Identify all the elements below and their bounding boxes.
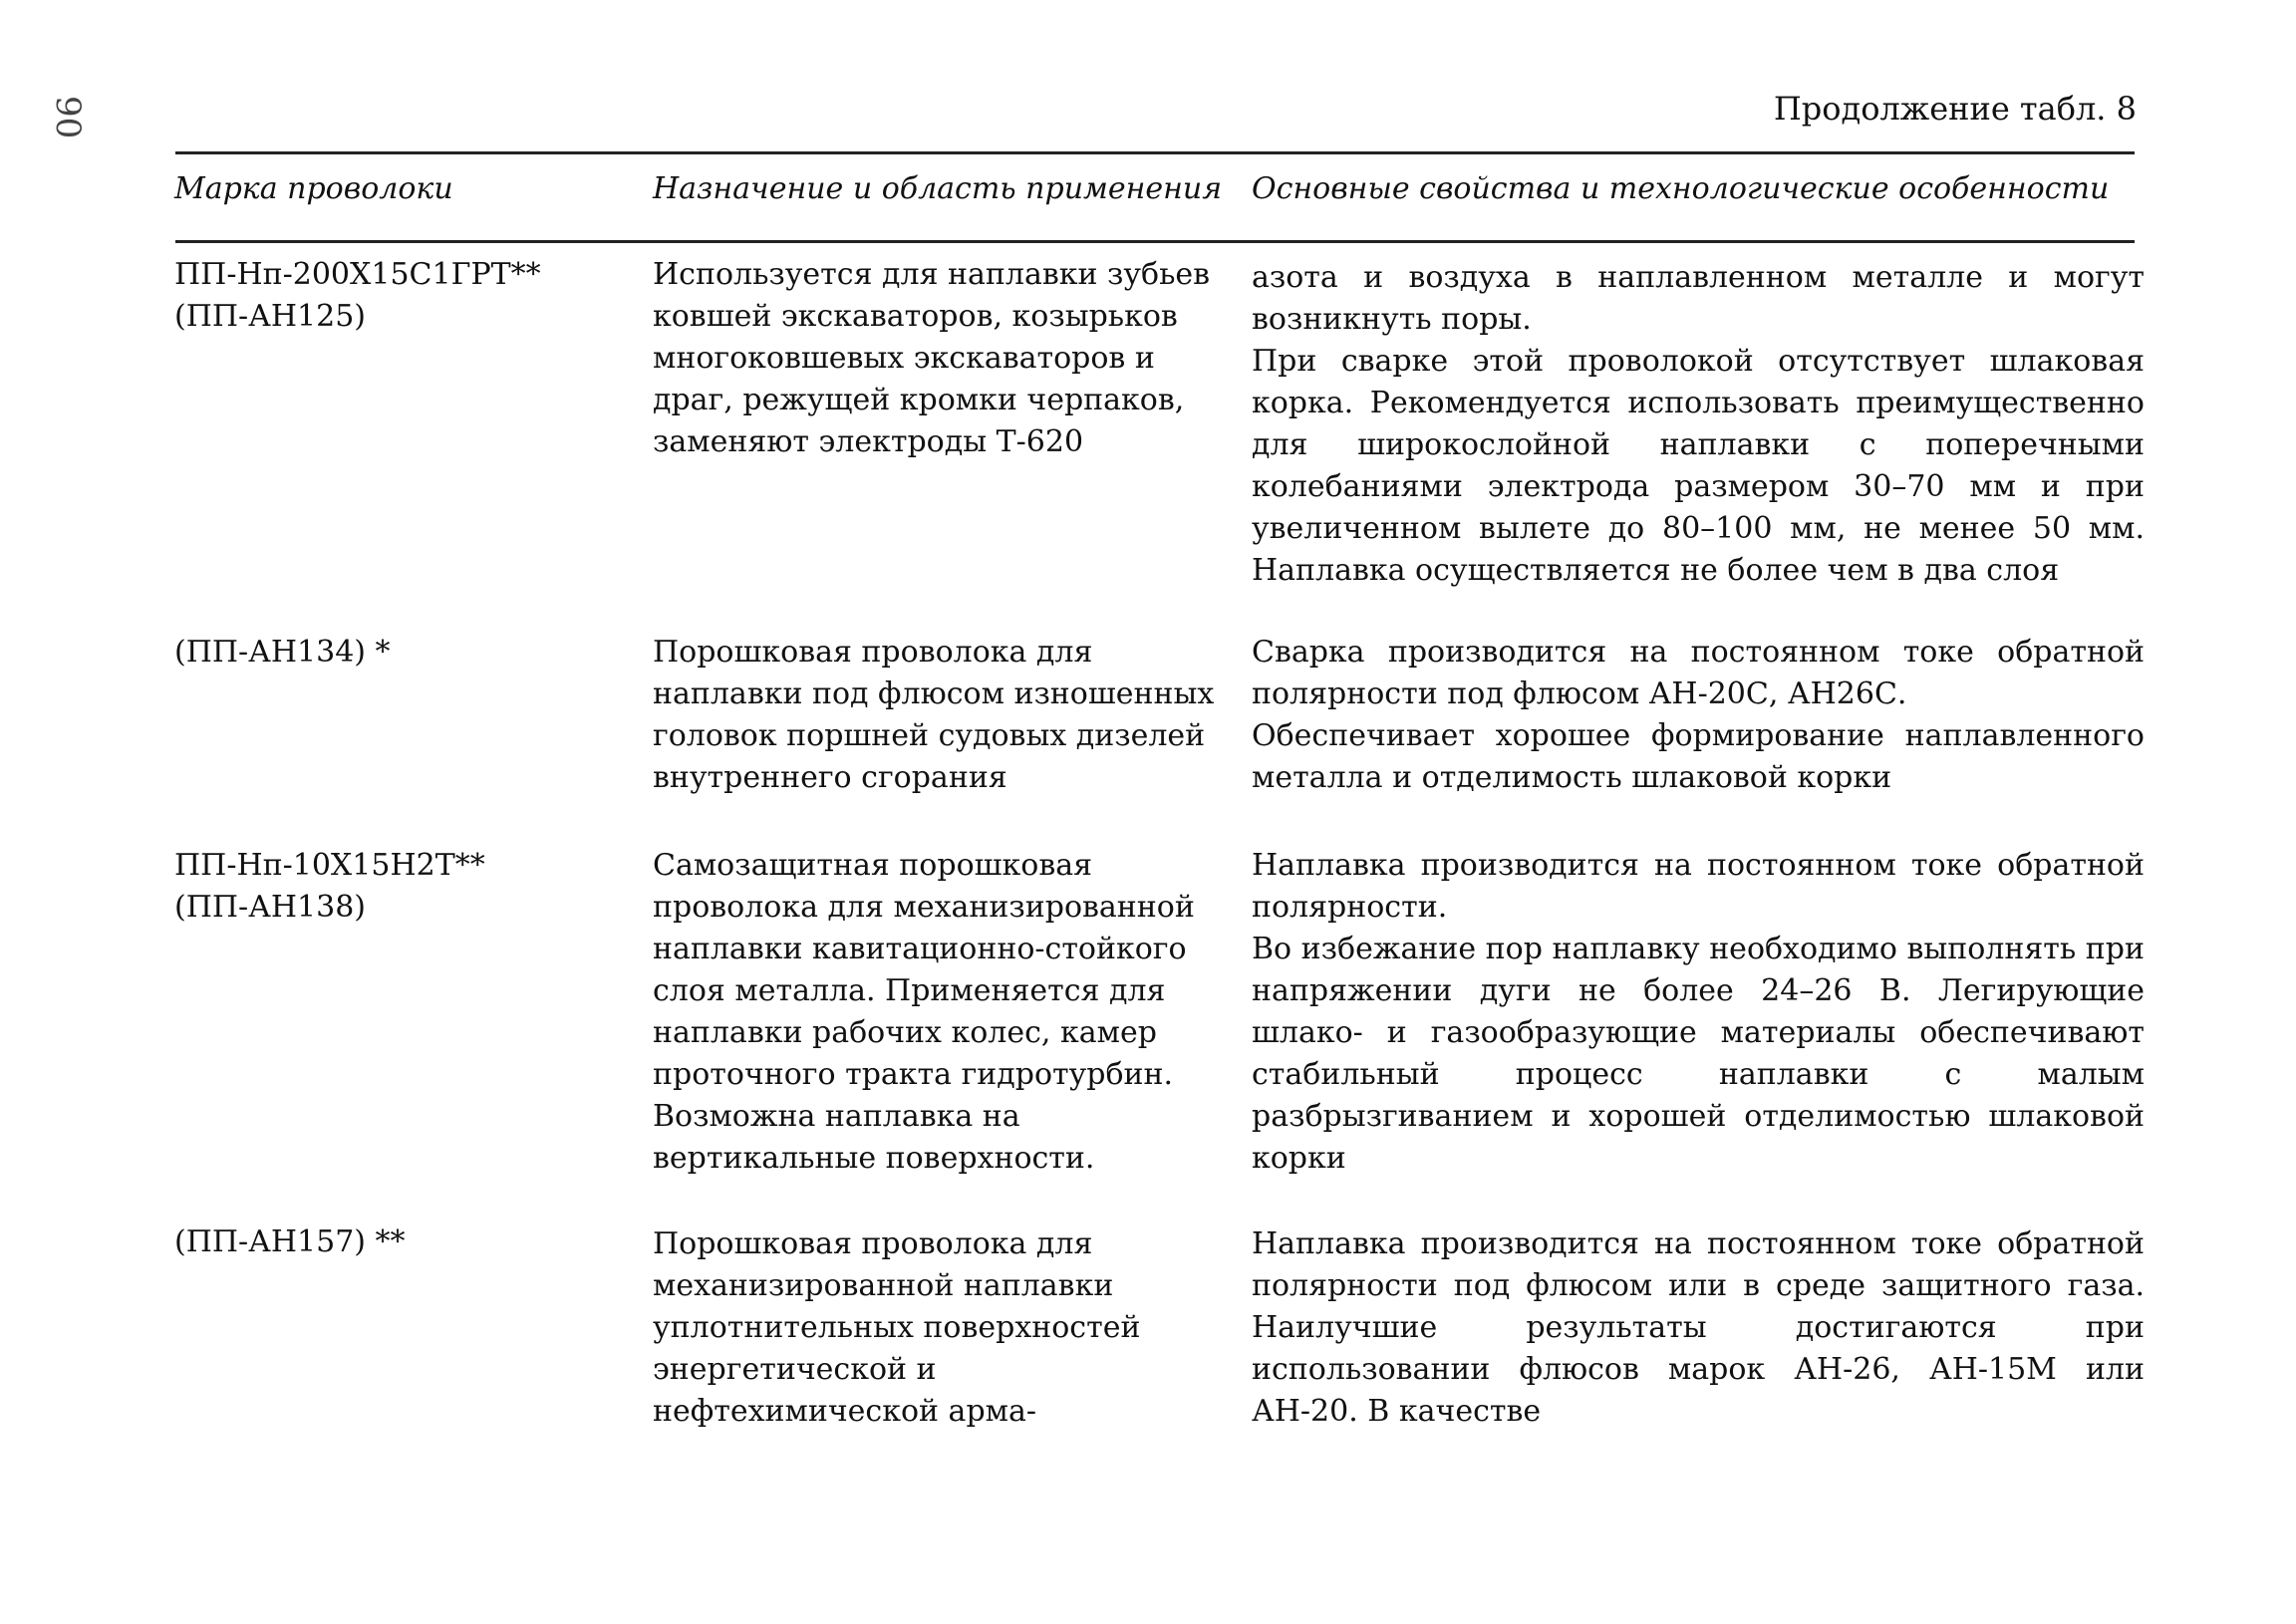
row-brand: ПП-Нп-200Х15С1ГРТ** (ПП-АН125) [174, 257, 541, 334]
row-purpose: Самозащитная порошковая проволока для механизированной наплавки кавитационно-стойкого слоя металла. Применяется для наплавки рабочих колес, камер проточного тракта гидротурбин. Возможна наплавка на вертикальные поверхности. [653, 848, 1195, 1176]
header-wire-brand: Марка проволоки [174, 171, 453, 206]
header-purpose: Назначение и область применения [653, 171, 1223, 206]
row-properties [1252, 845, 2145, 1180]
row-brand: ПП-Нп-10Х15Н2Т** (ПП-АН138) [174, 848, 485, 925]
property-paragraph: Обеспечивает хорошее формирование наплавленного металла и отделимость шлаковой корки [1252, 718, 2145, 795]
row-purpose: Используется для наплавки зубьев ковшей экскаваторов, козырьков многоковшевых экскаваторов и драг, режущей кромки черпаков, заменяют электроды Т-620 [653, 257, 1211, 459]
row-properties [1252, 257, 2145, 592]
property-paragraph: При сварке этой проволокой отсутствует шлаковая корка. Рекомендуется использовать преимущественно для широкослойной наплавки с поперечными колебаниями электрода размером 30–70 мм и при увеличенном вылете до 80–100 мм, не менее 50 мм. Наплавка осуществляется не более чем в два слоя [1252, 344, 2145, 588]
row-purpose: Порошковая проволока для наплавки под флюсом изношенных головок поршней судовых дизелей внутреннего сгорания [653, 635, 1215, 795]
property-paragraph: азота и воздуха в наплавленном металле и могут возникнуть поры. [1252, 260, 2145, 337]
page-number: 90 [48, 96, 88, 139]
row-properties [1252, 1223, 2145, 1433]
row-brand: (ПП-АН134) * [174, 635, 391, 670]
row-purpose: Порошковая проволока для механизированной наплавки уплотнительных поверхностей энергетической и нефтехимической арма- [653, 1226, 1141, 1429]
table-header-rule [175, 240, 2135, 243]
row-brand: (ПП-АН157) ** [174, 1224, 406, 1259]
row-properties [1252, 632, 2145, 799]
table-continuation-label: Продолжение табл. 8 [1773, 90, 2137, 128]
property-paragraph: Наплавка производится на постоянном токе обратной полярности под флюсом или в среде защитного газа. Наилучшие результаты достигаются при использовании флюсов марок АН-26, АН-15М или АН-20. В качестве [1252, 1226, 2145, 1429]
table-top-rule [175, 151, 2135, 154]
header-properties: Основные свойства и технологические особенности [1252, 171, 2110, 206]
property-paragraph: Во избежание пор наплавку необходимо выполнять при напряжении дуги не более 24–26 В. Легирующие шлако- и газообразующие материалы обеспечивают стабильный процесс наплавки с малым разбрызгиванием и хорошей отделимостью шлаковой корки [1252, 932, 2145, 1176]
property-paragraph: Наплавка производится на постоянном токе обратной полярности. [1252, 848, 2145, 925]
property-paragraph: Сварка производится на постоянном токе обратной полярности под флюсом АН-20С, АН26С. [1252, 635, 2145, 711]
